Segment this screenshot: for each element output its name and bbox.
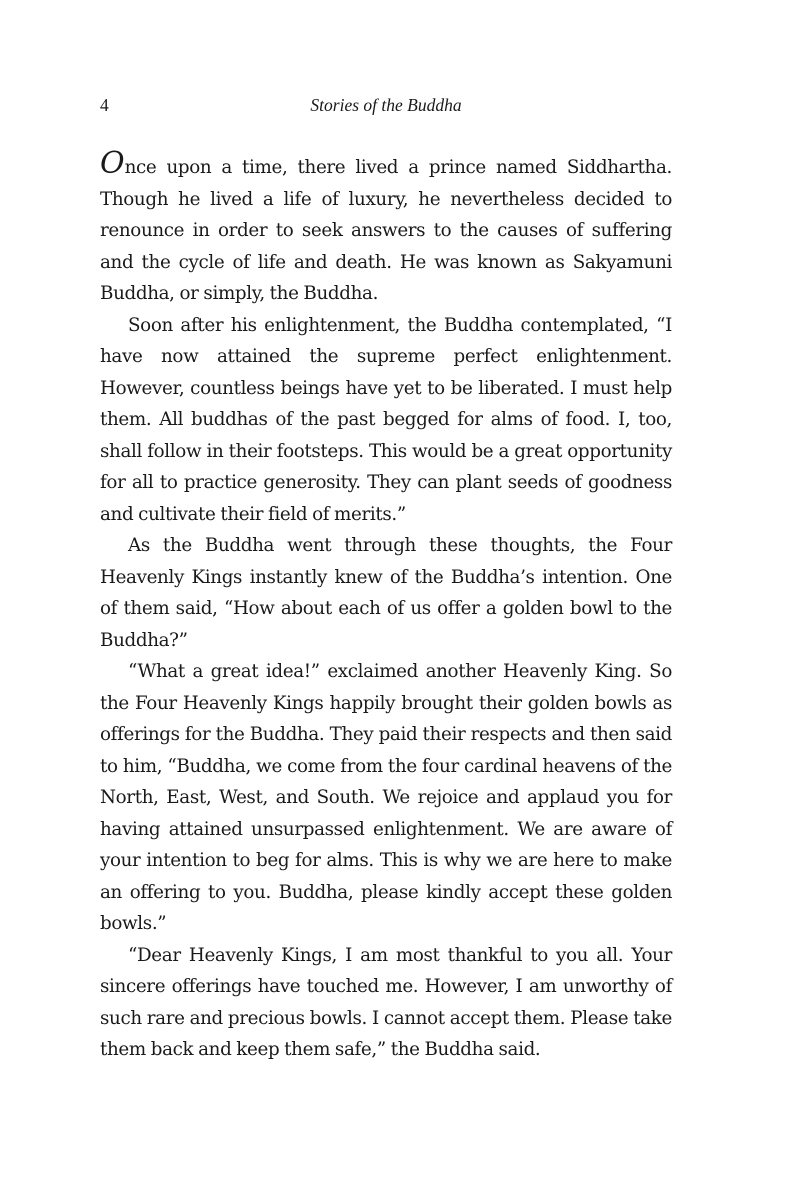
- paragraph-1: [100, 146, 672, 310]
- paragraph-2: Soon after his enlightenment, the Buddha contemplated, “I have now attained the supreme perfect enlightenment. However, countless beings have yet to be liberated. I must help them. All buddhas of the past begged for alms of food. I, too, shall follow in their footsteps. This would be a great opportunity for all to practice generosity. They can plant seeds of goodness and cultivate their field of merits.”: [100, 314, 672, 525]
- paragraph-5: “Dear Heavenly Kings, I am most thankful to you all. Your sincere offerings have touched me. However, I am unworthy of such rare and precious bowls. I cannot accept them. Please take them back and keep them safe,” the Buddha said.: [100, 944, 672, 1060]
- book-page: [100, 90, 672, 1066]
- paragraph-3: As the Buddha went through these thoughts, the Four Heavenly Kings instantly knew of the Buddha’s intention. One of them said, “How about each of us offer a golden bowl to the Buddha?”: [100, 535, 672, 651]
- paragraph-4: “What a great idea!” exclaimed another Heavenly King. So the Four Heavenly Kings happily brought their golden bowls as offerings for the Buddha. They paid their respects and then said to him, “Buddha, we come from the four cardinal heavens of the North, East, West, and South. We rejoice and applaud you for having attained unsurpassed enlightenment. We are aware of your intention to beg for alms. This is why we are here to make an offering to you. Buddha, please kindly accept these golden bowls.”: [100, 661, 672, 934]
- page-number: 4: [100, 95, 109, 115]
- paragraph-1-text: nce upon a time, there lived a prince named Siddhartha. Though he lived a life of luxury, he nevertheless decided to renounce in order to seek answers to the causes of suffering and the cycle of life and death. He was known as Sakyamuni Buddha, or simply, the Buddha.: [100, 157, 672, 304]
- story-body: [100, 146, 672, 1066]
- decorative-initial: O: [100, 146, 125, 181]
- running-header: [100, 90, 672, 120]
- book-title: Stories of the Buddha: [310, 95, 462, 115]
